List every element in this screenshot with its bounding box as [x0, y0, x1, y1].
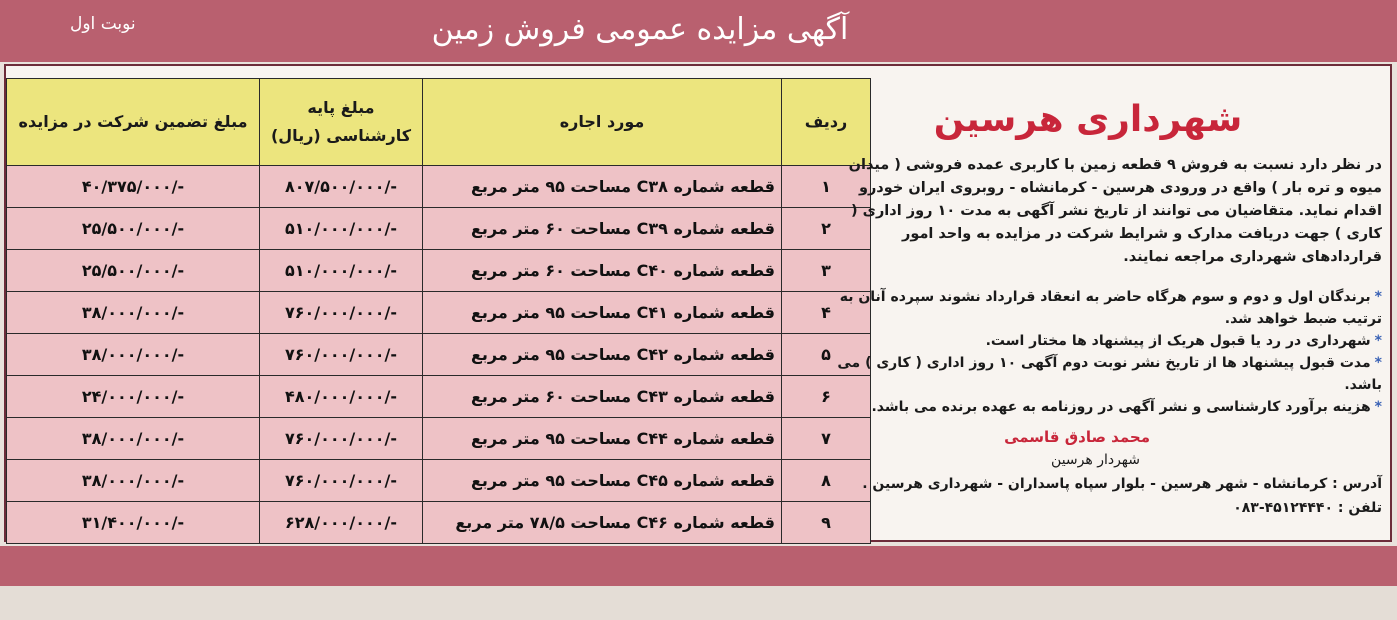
mayor-name: محمد صادق قاسمی	[1004, 428, 1150, 446]
cell-row-number: ۱	[782, 166, 871, 208]
header-row-number: ردیف	[782, 79, 871, 166]
bullet-icon: *	[1374, 399, 1382, 415]
cell-guarantee: -/۲۴/۰۰۰/۰۰۰	[7, 376, 260, 418]
cell-base-price: -/۷۶۰/۰۰۰/۰۰۰	[260, 292, 423, 334]
phone-line	[832, 500, 1382, 516]
cell-row-number: ۳	[782, 250, 871, 292]
cell-row-number: ۷	[782, 418, 871, 460]
cell-item: قطعه شماره C۴۱ مساحت ۹۵ متر مربع	[423, 292, 782, 334]
notice-headline: آگهی مزایده عمومی فروش زمین	[431, 12, 849, 47]
cell-guarantee: -/۴۰/۳۷۵/۰۰۰	[7, 166, 260, 208]
cell-base-price: -/۵۱۰/۰۰۰/۰۰۰	[260, 250, 423, 292]
cell-guarantee: -/۳۱/۴۰۰/۰۰۰	[7, 502, 260, 544]
cell-item: قطعه شماره C۴۰ مساحت ۶۰ متر مربع	[423, 250, 782, 292]
cell-guarantee: -/۳۸/۰۰۰/۰۰۰	[7, 334, 260, 376]
cell-guarantee: -/۳۸/۰۰۰/۰۰۰	[7, 418, 260, 460]
bullet-icon: *	[1374, 355, 1382, 371]
table-header-row	[7, 79, 871, 166]
table-row	[7, 460, 871, 502]
organization-name: شهرداری هرسین	[933, 99, 1243, 140]
list-item	[832, 330, 1382, 352]
notice-notes	[832, 286, 1382, 418]
table-row	[7, 250, 871, 292]
table-row	[7, 502, 871, 544]
table-row	[7, 376, 871, 418]
list-item	[832, 396, 1382, 418]
table-row	[7, 334, 871, 376]
cell-base-price: -/۶۲۸/۰۰۰/۰۰۰	[260, 502, 423, 544]
cell-row-number: ۵	[782, 334, 871, 376]
top-banner	[0, 0, 1397, 62]
cell-guarantee: -/۳۸/۰۰۰/۰۰۰	[7, 460, 260, 502]
bottom-strip	[0, 586, 1397, 620]
cell-item: قطعه شماره C۴۳ مساحت ۶۰ متر مربع	[423, 376, 782, 418]
table-row	[7, 208, 871, 250]
cell-row-number: ۶	[782, 376, 871, 418]
bottom-banner	[0, 546, 1397, 586]
address-line	[832, 476, 1382, 492]
cell-item: قطعه شماره C۳۸ مساحت ۹۵ متر مربع	[423, 166, 782, 208]
cell-guarantee: -/۲۵/۵۰۰/۰۰۰	[7, 208, 260, 250]
cell-base-price: -/۵۱۰/۰۰۰/۰۰۰	[260, 208, 423, 250]
cell-item: قطعه شماره C۴۵ مساحت ۹۵ متر مربع	[423, 460, 782, 502]
list-item	[832, 286, 1382, 330]
note-text: مدت قبول پیشنهاد ها از تاریخ نشر نوبت دوم آگهی ۱۰ روز اداری ( کاری ) می باشد.	[837, 355, 1382, 393]
cell-guarantee: -/۲۵/۵۰۰/۰۰۰	[7, 250, 260, 292]
cell-base-price: -/۷۶۰/۰۰۰/۰۰۰	[260, 418, 423, 460]
phone-label: تلفن :	[1337, 500, 1382, 516]
header-guarantee: مبلغ تضمین شرکت در مزایده	[7, 79, 260, 166]
cell-item: قطعه شماره C۴۲ مساحت ۹۵ متر مربع	[423, 334, 782, 376]
header-base-price: مبلغ پایه کارشناسی (ریال)	[260, 79, 423, 166]
cell-guarantee: -/۳۸/۰۰۰/۰۰۰	[7, 292, 260, 334]
bullet-icon: *	[1374, 289, 1382, 305]
note-text: هزینه برآورد کارشناسی و نشر آگهی در روزنامه به عهده برنده می باشد.	[871, 399, 1371, 415]
cell-base-price: -/۴۸۰/۰۰۰/۰۰۰	[260, 376, 423, 418]
cell-row-number: ۲	[782, 208, 871, 250]
note-text: شهرداری در رد یا قبول هریک از پیشنهاد ها مختار است.	[985, 333, 1371, 349]
note-text: برندگان اول و دوم و سوم هرگاه حاضر به انعقاد قرارداد نشوند سپرده آنان به ترتیب ضبط خواهد شد.	[839, 289, 1382, 327]
notice-text-column	[826, 80, 1386, 530]
list-item	[832, 352, 1382, 396]
cell-base-price: -/۸۰۷/۵۰۰/۰۰۰	[260, 166, 423, 208]
address-text: کرمانشاه - شهر هرسین - بلوار سپاه پاسداران - شهرداری هرسین .	[862, 476, 1328, 492]
round-label: نوبت اول	[70, 14, 136, 34]
table-row	[7, 166, 871, 208]
cell-row-number: ۹	[782, 502, 871, 544]
cell-row-number: ۸	[782, 460, 871, 502]
auction-table	[6, 78, 871, 544]
cell-row-number: ۴	[782, 292, 871, 334]
cell-item: قطعه شماره C۳۹ مساحت ۶۰ متر مربع	[423, 208, 782, 250]
bullet-icon: *	[1374, 333, 1382, 349]
header-item: مورد اجاره	[423, 79, 782, 166]
cell-item: قطعه شماره C۴۴ مساحت ۹۵ متر مربع	[423, 418, 782, 460]
cell-base-price: -/۷۶۰/۰۰۰/۰۰۰	[260, 334, 423, 376]
table-row	[7, 292, 871, 334]
address-label: آدرس :	[1332, 476, 1382, 492]
mayor-title: شهردار هرسین	[1051, 452, 1140, 468]
notice-body: در نظر دارد نسبت به فروش ۹ قطعه زمین با کاربری عمده فروشی ( میدان میوه و تره بار ) واقع در ورودی هرسین - کرمانشاه - روبروی ایران خودرو اقدام نماید. متقاضیان می توانند از تاریخ نشر آگهی به مدت ۱۰ روز اداری ( کاری ) جهت دریافت مدارک و شرایط شرکت در مزایده به واحد امور قراردادهای شهرداری مراجعه نمایند.	[848, 157, 1382, 265]
cell-item: قطعه شماره C۴۶ مساحت ۷۸/۵ متر مربع	[423, 502, 782, 544]
cell-base-price: -/۷۶۰/۰۰۰/۰۰۰	[260, 460, 423, 502]
phone-number: ۰۸۳-۴۵۱۲۴۴۴۰	[1233, 500, 1333, 516]
table-row	[7, 418, 871, 460]
